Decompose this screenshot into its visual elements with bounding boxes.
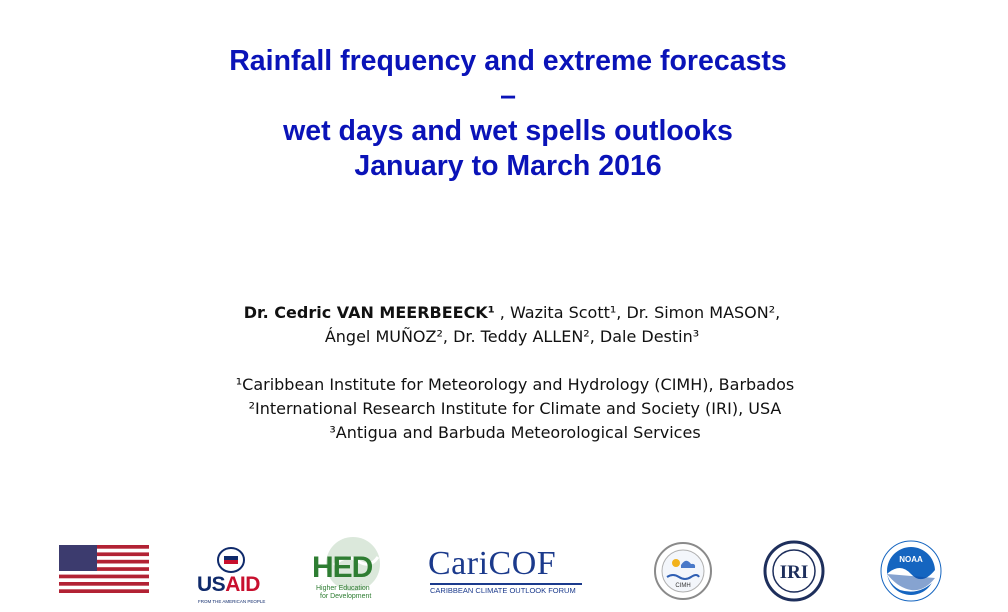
noaa-seal-logo: [880, 540, 942, 602]
hed-logo: [312, 535, 382, 605]
title-line-1: Rainfall frequency and extreme forecasts: [229, 45, 787, 77]
co-authors: , Wazita Scott¹, Dr. Simon MASON²,: [494, 303, 781, 322]
caricof-wordmark: CariCOF: [428, 545, 557, 582]
cimh-seal-logo: [653, 541, 713, 601]
usaid-logo: [196, 547, 266, 603]
lead-author: Dr. Cedric VAN MEERBEECK¹: [243, 303, 495, 322]
authors-block: [0, 301, 1008, 349]
svg-text:NOAA: NOAA: [899, 555, 923, 564]
us-flag-logo: [59, 545, 149, 593]
authors-line-1: [0, 301, 1008, 325]
affiliation-1: ¹Caribbean Institute for Meteorology and Hydrology (CIMH), Barbados: [235, 375, 795, 394]
hed-tagline-1: Higher Education: [316, 585, 370, 592]
caricof-rule: [430, 583, 582, 585]
slide-title: [0, 44, 1008, 184]
svg-text:CIMH: CIMH: [675, 583, 691, 589]
usaid-seal-icon: [215, 547, 247, 573]
caricof-logo: [428, 545, 584, 597]
svg-text:IRI: IRI: [779, 562, 809, 583]
hed-tagline-2: for Development: [320, 593, 372, 600]
title-line-3: wet days and wet spells outlooks: [283, 115, 733, 147]
caricof-tagline: CARIBBEAN CLIMATE OUTLOOK FORUM: [430, 586, 576, 595]
hed-wordmark: HED: [312, 551, 373, 584]
authors-line-2: Ángel MUÑOZ², Dr. Teddy ALLEN², Dale Destin³: [324, 327, 700, 346]
usaid-wordmark: USAID: [197, 573, 260, 596]
affiliation-3: ³Antigua and Barbuda Meteorological Services: [329, 423, 701, 442]
iri-seal-logo: [763, 540, 825, 602]
usaid-tagline: FROM THE AMERICAN PEOPLE: [198, 599, 266, 604]
affiliations-block: [0, 373, 1008, 445]
logo-strip: [0, 535, 1008, 612]
affiliation-2: ²International Research Institute for Climate and Society (IRI), USA: [248, 399, 782, 418]
title-line-4: January to March 2016: [354, 150, 662, 182]
title-line-2: –: [500, 80, 516, 112]
